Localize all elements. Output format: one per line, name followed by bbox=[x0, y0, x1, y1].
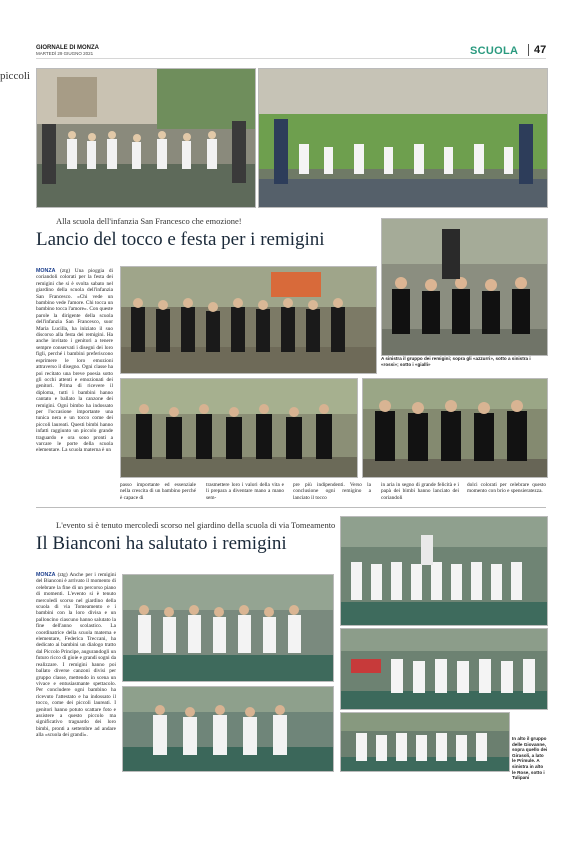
page-number: 47 bbox=[528, 44, 546, 56]
edge-fragment-text: piccoli bbox=[0, 70, 30, 82]
article2-column-1 bbox=[36, 572, 116, 739]
photo-primule bbox=[340, 712, 510, 772]
photo-gialli bbox=[362, 378, 548, 478]
photo-rose bbox=[122, 574, 334, 682]
article1-headline: Lancio del tocco e festa per i remigini bbox=[36, 229, 325, 250]
article1-place: MONZA bbox=[36, 268, 56, 274]
photo-girasoli bbox=[340, 628, 548, 710]
article1-column-3: trasmettere loro i valori della vita e li prepara a diventare mano a mano sem- bbox=[206, 482, 284, 501]
article2-caption: In alto il gruppo delle Giovanne, sopra quello dei Girasoli, a lato le Primule. A sinistra in alto le Rose, sotto i Tulipani bbox=[512, 736, 548, 781]
article1-caption: A sinistra il gruppo dei remigini; sopra gli «azzurri», sotto a sinistra i «rossi»; sotto i «gialli» bbox=[381, 356, 531, 367]
photo-tulipani bbox=[122, 686, 334, 772]
article1-kicker: Alla scuola dell'infanzia San Francesco che emozione! bbox=[56, 216, 242, 226]
article1-column-6: dolci colorati per celebrare questo momento con brio e spensieratezza. bbox=[467, 482, 546, 495]
article1-column-5: in aria in segno di grande felicità e i papà dei bimbi hanno lanciato dei coriandoli bbox=[381, 482, 459, 501]
header-rule bbox=[36, 58, 546, 59]
photo-top-left bbox=[36, 68, 256, 208]
issue-date: MARTEDÌ 29 GIUGNO 2021 bbox=[36, 51, 94, 56]
masthead bbox=[36, 45, 99, 57]
photo-rossi bbox=[120, 378, 358, 478]
article2-body: (ztg) Anche per i remigini del Bianconi è arrivato il momento di celebrare la fine di un percorso piano di momenti. L'evento si è tenuto mercoledì scorso nel giardino della scuola di via Tomeamento e i bambini con la loro divisa e un palloncino ciascuno hanno salutato la fine dell'anno scolastico. La coordinatrice della scuola materna e elementare, Federica Treccani, ha dedicato ai bambini un dialogo tratto dal Piccolo Principe, augurandogli un futuro ricco di gioie e grandi sogni da realizzare. I remigini hanno poi ballato diverse canzoni divisi per gruppo classe, mettendo in scena un vivace e entusiasmante spettacolo. Per concludere ogni bambino ha ricevuto l'attestato e ha indossato il tocco, come dei piccoli laureati. I genitori hanno potuto scattare foto e assistere a questo piccolo ma significativo traguardo dei loro bimbi, pronti a settembre ad andare alla «scuola dei grandi». bbox=[36, 572, 116, 739]
section-name: SCUOLA bbox=[470, 45, 519, 57]
article1-column-1 bbox=[36, 268, 113, 454]
article2-headline: Il Bianconi ha salutato i remigini bbox=[36, 533, 287, 554]
article-divider bbox=[36, 507, 546, 508]
article2-kicker: L'evento si è tenuto mercoledì scorso nel giardino della scuola di via Tomeamento bbox=[56, 520, 336, 530]
article1-body-1: (ztg) Una pioggia di coriandoli colorati per la festa dei remigini che si è svolta sabato nel giardino della scuola dell'infanzia San Francesco. «Chi vede un bambino vede l'amore. Chi tocca un bambino tocca l'amore». Con queste parole la dirigente della scuola dell'infanzia San Francesco, suor Maria Lucilla, ha iniziato il suo discorso alla festa dei remigini. Ha anche invitato i genitori a tenere sempre conservati i disegni dei loro figli, perché i bambini preferiscono esprimere le loro emozioni attraverso il disegno. Ogni classe ha poi recitato una breve poesia sotto gli occhi attenti e emozionati dei genitori. Prima di ricevere il diploma, tutti i bambini hanno cantato e ballato la canzone dei remigini. Ogni bimbo ha indossato per l'occasione importante una tunica nera e un tocco come dei piccoli laureati. Questi bimbi hanno infatti raggiunto un piccolo grande traguardo e ora sono pronti a varcare le porte della scuola elementare. La scuola materna è un bbox=[36, 268, 114, 454]
photo-top-right bbox=[258, 68, 548, 208]
photo-giovanne bbox=[340, 516, 548, 626]
article1-column-4: pre più indipendenti. Verso la conclusione ogni remigino a lanciato il tocco bbox=[293, 482, 371, 501]
article2-place: MONZA bbox=[36, 572, 56, 578]
newspaper-name: GIORNALE DI MONZA bbox=[36, 45, 99, 51]
article1-column-2: passo importante ed essenziale nella crescita di un bambino perché è capace di bbox=[120, 482, 196, 501]
photo-azzurri bbox=[120, 266, 377, 374]
photo-group-left bbox=[381, 218, 548, 356]
